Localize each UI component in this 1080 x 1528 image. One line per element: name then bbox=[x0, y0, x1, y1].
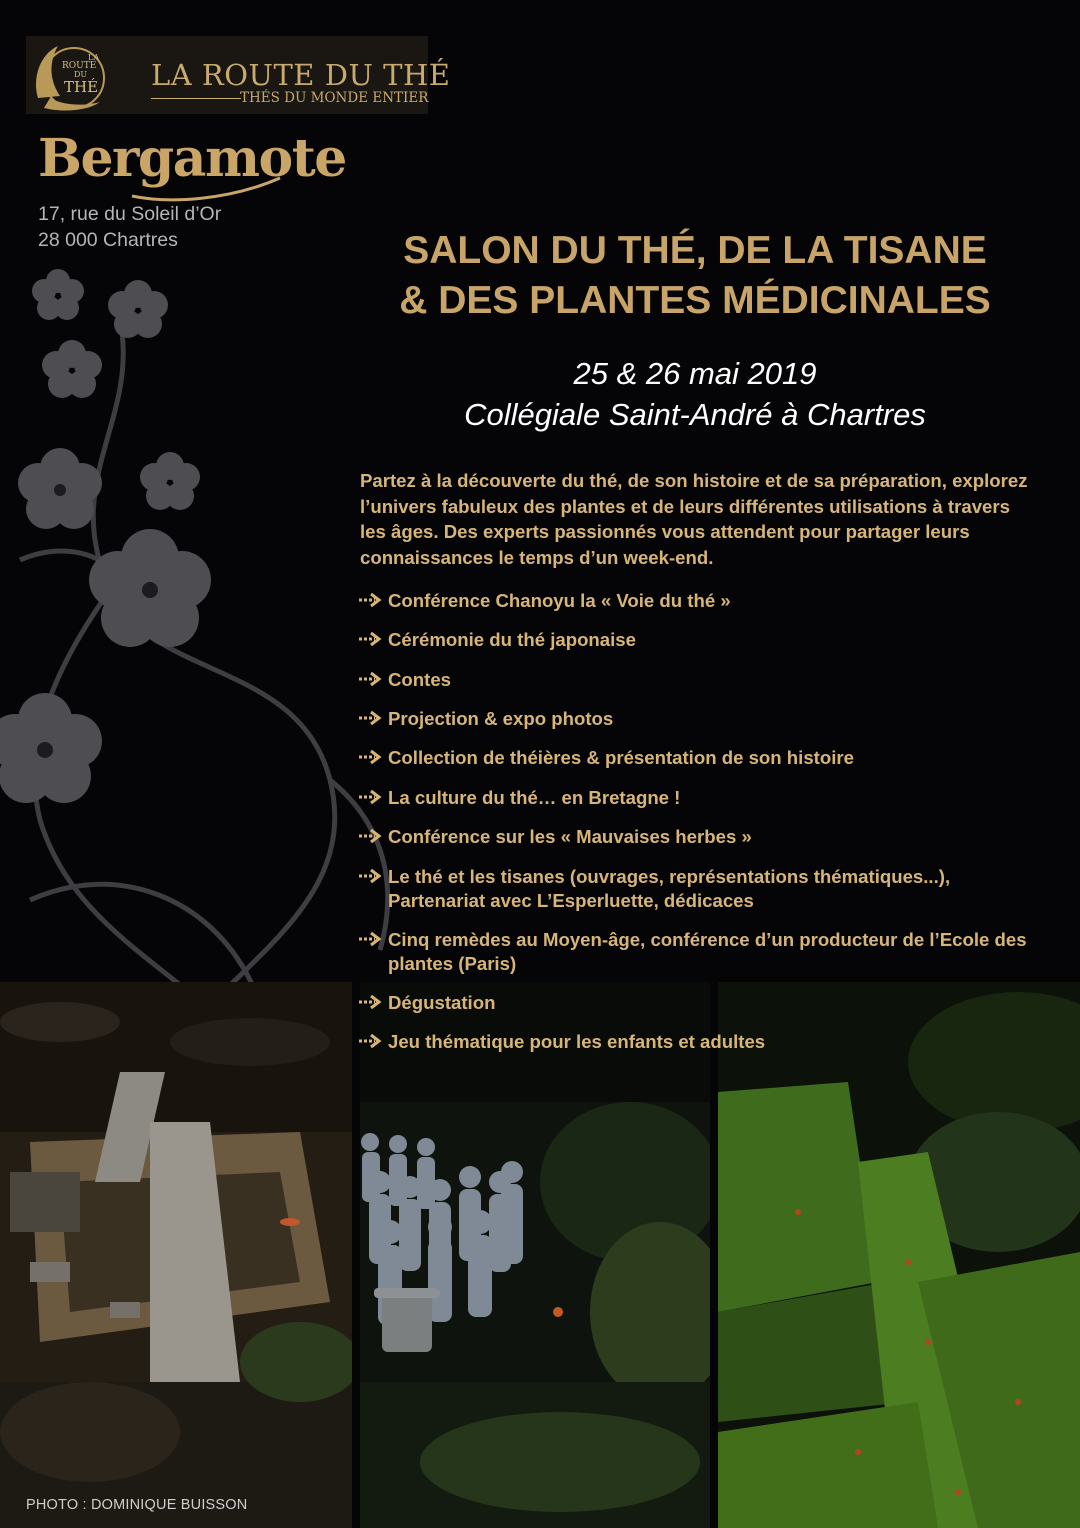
photo-moss-path bbox=[718, 982, 1080, 1528]
program-item bbox=[358, 628, 1048, 652]
shop-address bbox=[38, 201, 221, 253]
program-item bbox=[358, 707, 1048, 731]
tea-route-logo bbox=[26, 36, 451, 114]
arrow-icon bbox=[358, 867, 382, 885]
photo-garden-stones bbox=[0, 982, 352, 1528]
photo-credit: PHOTO : DOMINIQUE BUISSON bbox=[26, 1497, 248, 1513]
logo-divider bbox=[151, 98, 241, 99]
logo-title: LA ROUTE DU THÉ bbox=[151, 58, 451, 92]
program-item bbox=[358, 1030, 1048, 1054]
event-venue: Collégiale Saint-André à Chartres bbox=[464, 397, 926, 432]
svg-text:THÉ: THÉ bbox=[64, 78, 99, 96]
arrow-icon bbox=[358, 630, 382, 648]
event-date: 25 & 26 mai 2019 bbox=[573, 356, 817, 391]
program-item bbox=[358, 746, 1048, 770]
program-item-label: Jeu thématique pour les enfants et adultes bbox=[388, 1031, 766, 1052]
event-title-line2: & DES PLANTES MÉDICINALES bbox=[399, 279, 991, 322]
photo-jizo-statues bbox=[360, 982, 710, 1528]
arrow-icon bbox=[358, 670, 382, 688]
bergamote-brand: Bergamote bbox=[38, 128, 346, 189]
address-city: 28 000 Chartres bbox=[38, 229, 178, 251]
tea-route-emblem-icon bbox=[30, 38, 126, 114]
program-item bbox=[358, 668, 1048, 692]
program-item-label: La culture du thé… en Bretagne ! bbox=[388, 787, 681, 808]
program-item-label: Collection de théières & présentation de son histoire bbox=[388, 747, 854, 768]
program-item-label: Dégustation bbox=[388, 992, 496, 1013]
program-item-label: Cérémonie du thé japonaise bbox=[388, 629, 636, 650]
svg-text:ROUTE: ROUTE bbox=[62, 61, 97, 71]
svg-text:DU: DU bbox=[74, 70, 88, 79]
program-item bbox=[358, 786, 1048, 810]
program-item-label: Conférence Chanoyu la « Voie du thé » bbox=[388, 590, 731, 611]
program-item-label: Projection & expo photos bbox=[388, 708, 614, 729]
event-title bbox=[360, 226, 1030, 326]
arrow-icon bbox=[358, 993, 382, 1011]
arrow-icon bbox=[358, 591, 382, 609]
logo-subtitle: THÉS DU MONDE ENTIER bbox=[240, 90, 429, 106]
program-item bbox=[358, 865, 1048, 913]
arrow-icon bbox=[358, 709, 382, 727]
arrow-icon bbox=[358, 930, 382, 948]
program-item-label: Conférence sur les « Mauvaises herbes » bbox=[388, 826, 752, 847]
arrow-icon bbox=[358, 748, 382, 766]
program-item bbox=[358, 991, 1048, 1015]
arrow-icon bbox=[358, 788, 382, 806]
svg-text:LA: LA bbox=[88, 53, 100, 62]
program-item-label: Contes bbox=[388, 669, 452, 690]
program-item bbox=[358, 825, 1048, 849]
program-item-label: Le thé et les tisanes (ouvrages, représentations thématiques...), Partenariat avec L’Esperluette, dédicaces bbox=[388, 866, 951, 911]
program-item bbox=[358, 928, 1048, 976]
event-intro: Partez à la découverte du thé, de son histoire et de sa préparation, explorez l’univers fabuleux des plantes et de leurs différentes utilisations à travers les âges. Des experts passionnés vous attendent pour partager leurs connaissances le temps d’un week-end. bbox=[360, 470, 1028, 568]
program-item bbox=[358, 589, 1048, 613]
event-when-where bbox=[360, 353, 1030, 435]
event-title-line1: SALON DU THÉ, DE LA TISANE bbox=[403, 229, 987, 272]
arrow-icon bbox=[358, 827, 382, 845]
address-street: 17, rue du Soleil d’Or bbox=[38, 203, 222, 225]
arrow-icon bbox=[358, 1032, 382, 1050]
program-item-label: Cinq remèdes au Moyen-âge, conférence d’un producteur de l’Ecole des plantes (Paris) bbox=[388, 929, 1027, 974]
